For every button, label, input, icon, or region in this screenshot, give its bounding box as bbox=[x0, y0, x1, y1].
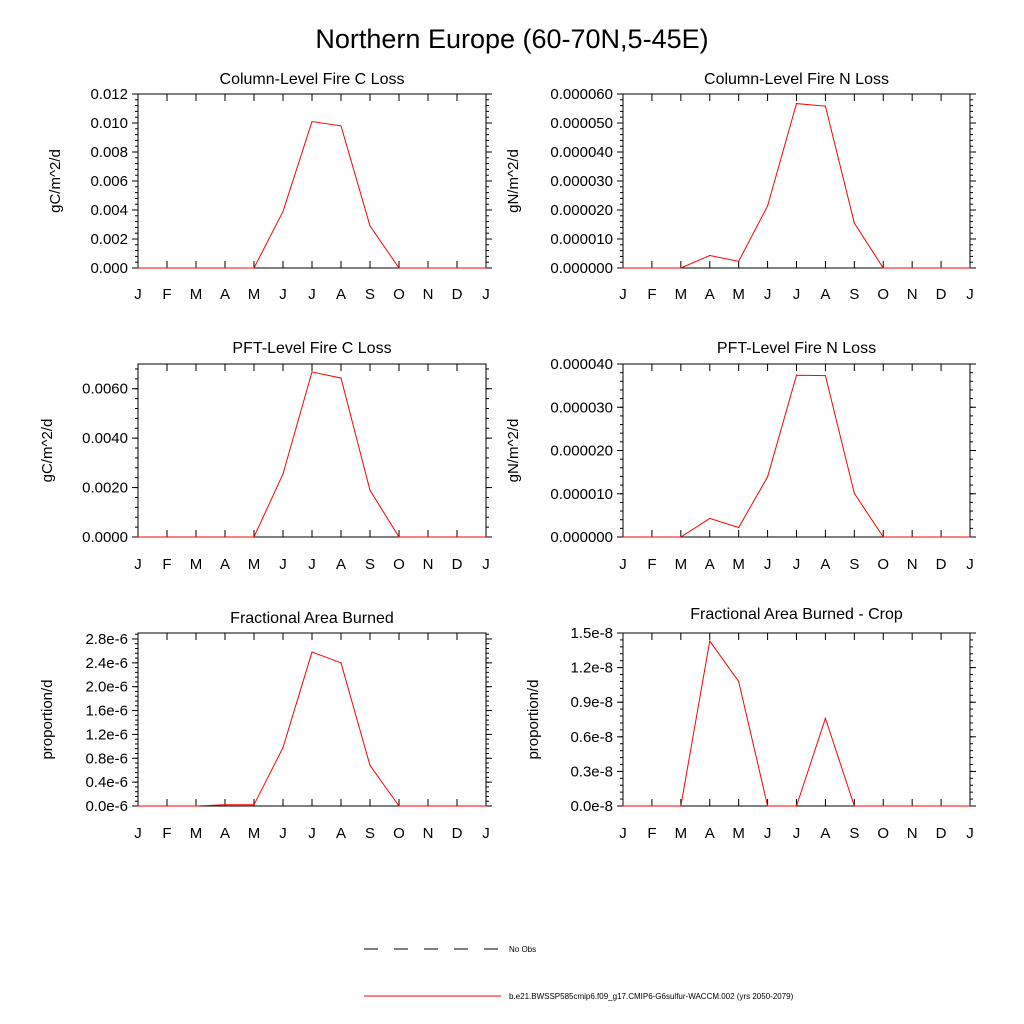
series-line bbox=[623, 104, 970, 268]
x-tick-label: J bbox=[308, 556, 316, 573]
plot-frame bbox=[623, 94, 970, 268]
y-tick-label: 1.2e-6 bbox=[85, 726, 128, 744]
panel-4 bbox=[505, 340, 976, 573]
data-point bbox=[485, 267, 486, 268]
x-tick-label: M bbox=[247, 825, 261, 842]
data-point bbox=[912, 536, 913, 537]
y-tick-label: 1.6e-6 bbox=[85, 702, 128, 720]
x-tick-label: J bbox=[619, 286, 627, 303]
data-point bbox=[883, 267, 884, 268]
data-point bbox=[224, 267, 225, 268]
data-point bbox=[369, 765, 370, 766]
data-point bbox=[796, 375, 797, 376]
y-tick-label: 0.4e-6 bbox=[85, 774, 128, 792]
x-tick-label: J bbox=[966, 556, 974, 573]
y-tick-label: 0.010 bbox=[90, 115, 128, 132]
x-tick-label: J bbox=[279, 825, 287, 842]
data-point bbox=[398, 805, 399, 806]
x-tick-label: M bbox=[674, 825, 688, 842]
data-point bbox=[398, 267, 399, 268]
plot-frame bbox=[138, 94, 486, 268]
x-tick-label: J bbox=[763, 825, 772, 842]
series-line bbox=[138, 372, 486, 537]
x-tick-label: J bbox=[792, 825, 801, 842]
x-tick-label: J bbox=[792, 286, 801, 303]
x-tick-label: M bbox=[189, 556, 203, 573]
x-tick-label: N bbox=[906, 286, 918, 303]
data-point bbox=[969, 536, 970, 537]
data-point bbox=[369, 490, 370, 491]
plot-frame bbox=[623, 364, 970, 537]
data-point bbox=[680, 805, 681, 806]
y-axis-label: gC/m^2/d bbox=[39, 418, 56, 483]
x-tick-label: A bbox=[219, 825, 231, 842]
panels bbox=[39, 71, 976, 842]
x-tick-label: A bbox=[335, 825, 347, 842]
x-tick-label: J bbox=[279, 556, 287, 573]
panel-title: Fractional Area Burned - Crop bbox=[690, 606, 903, 623]
data-point bbox=[767, 205, 768, 206]
x-tick-label: J bbox=[763, 556, 772, 573]
data-point bbox=[622, 536, 623, 537]
data-point bbox=[166, 267, 167, 268]
data-point bbox=[738, 527, 739, 528]
series-line bbox=[623, 641, 970, 806]
data-point bbox=[709, 640, 710, 641]
x-tick-label: A bbox=[219, 556, 231, 573]
data-point bbox=[253, 804, 254, 805]
data-point bbox=[883, 536, 884, 537]
y-tick-label: 0.006 bbox=[90, 173, 128, 190]
x-tick-label: O bbox=[393, 825, 405, 842]
panel-title: Column-Level Fire C Loss bbox=[219, 71, 405, 88]
data-point bbox=[854, 805, 855, 806]
x-tick-label: D bbox=[935, 825, 947, 842]
x-tick-label: J bbox=[134, 286, 142, 303]
x-tick-label: S bbox=[364, 286, 376, 303]
data-point bbox=[680, 536, 681, 537]
data-point bbox=[282, 211, 283, 212]
data-point bbox=[369, 225, 370, 226]
y-axis-label: proportion/d bbox=[39, 679, 56, 760]
data-point bbox=[622, 805, 623, 806]
data-point bbox=[340, 377, 341, 378]
x-tick-label: D bbox=[935, 286, 947, 303]
y-tick-label: 0.012 bbox=[90, 86, 128, 103]
y-tick-label: 0.000000 bbox=[550, 260, 613, 277]
y-tick-label: 0.8e-6 bbox=[85, 750, 128, 768]
series-line bbox=[138, 652, 486, 806]
x-tick-label: M bbox=[189, 825, 203, 842]
data-point bbox=[195, 805, 196, 806]
data-point bbox=[940, 536, 941, 537]
data-point bbox=[883, 805, 884, 806]
data-point bbox=[854, 222, 855, 223]
panel-6 bbox=[525, 606, 976, 842]
y-tick-label: 2.0e-6 bbox=[85, 678, 128, 696]
x-tick-label: O bbox=[393, 556, 405, 573]
data-point bbox=[912, 267, 913, 268]
y-tick-label: 2.8e-6 bbox=[85, 630, 128, 648]
y-tick-label: 0.0e-8 bbox=[570, 798, 613, 815]
data-point bbox=[427, 267, 428, 268]
x-tick-label: J bbox=[482, 825, 490, 842]
y-tick-label: 0.000060 bbox=[550, 86, 613, 103]
y-axis-label: proportion/d bbox=[525, 679, 542, 760]
data-point bbox=[282, 747, 283, 748]
x-tick-label: M bbox=[732, 286, 745, 303]
x-tick-label: J bbox=[619, 825, 627, 842]
x-tick-label: J bbox=[966, 286, 974, 303]
data-point bbox=[311, 371, 312, 372]
data-point bbox=[340, 662, 341, 663]
y-tick-label: 0.6e-8 bbox=[570, 728, 613, 746]
data-point bbox=[166, 805, 167, 806]
data-point bbox=[311, 121, 312, 122]
y-tick-label: 0.3e-8 bbox=[570, 763, 613, 781]
x-tick-label: F bbox=[647, 556, 657, 573]
y-tick-label: 0.000030 bbox=[550, 399, 613, 417]
x-tick-label: A bbox=[335, 286, 347, 303]
y-tick-label: 0.000010 bbox=[550, 485, 613, 503]
x-tick-label: J bbox=[308, 825, 316, 842]
x-tick-label: M bbox=[189, 286, 203, 303]
panel-title: Fractional Area Burned bbox=[230, 610, 394, 627]
data-point bbox=[253, 536, 254, 537]
panel-title: PFT-Level Fire N Loss bbox=[716, 340, 877, 357]
panel-title: Column-Level Fire N Loss bbox=[704, 71, 889, 88]
x-tick-label: F bbox=[162, 825, 172, 842]
data-point bbox=[311, 651, 312, 652]
x-tick-label: J bbox=[763, 286, 772, 303]
legend-model-label: b.e21.BWSSP585cmip6.f09_g17.CMIP6-G6sulfur-WACCM.002 (yrs 2050-2079) bbox=[509, 992, 794, 1001]
y-tick-label: 0.000020 bbox=[550, 442, 613, 460]
data-point bbox=[709, 255, 710, 256]
x-tick-label: J bbox=[792, 556, 801, 573]
y-tick-label: 0.008 bbox=[90, 144, 128, 161]
x-tick-label: J bbox=[482, 556, 490, 573]
data-point bbox=[969, 267, 970, 268]
y-tick-label: 0.0020 bbox=[82, 479, 128, 497]
data-point bbox=[738, 681, 739, 682]
y-tick-label: 0.0000 bbox=[82, 529, 128, 546]
x-tick-label: N bbox=[906, 825, 918, 842]
x-tick-label: J bbox=[134, 825, 142, 842]
series-line bbox=[623, 375, 970, 537]
x-tick-label: S bbox=[849, 556, 860, 573]
data-point bbox=[166, 536, 167, 537]
y-tick-label: 0.002 bbox=[90, 231, 128, 248]
x-tick-label: A bbox=[704, 286, 715, 303]
data-point bbox=[253, 267, 254, 268]
data-point bbox=[825, 718, 826, 719]
data-point bbox=[485, 805, 486, 806]
x-tick-label: S bbox=[364, 825, 376, 842]
series-line bbox=[138, 122, 486, 268]
y-tick-label: 0.000040 bbox=[550, 356, 613, 373]
x-tick-label: D bbox=[935, 556, 947, 573]
data-point bbox=[137, 805, 138, 806]
panel-2 bbox=[505, 71, 976, 303]
data-point bbox=[767, 476, 768, 477]
x-tick-label: M bbox=[247, 286, 261, 303]
y-tick-label: 0.000050 bbox=[550, 115, 613, 132]
data-point bbox=[651, 536, 652, 537]
data-point bbox=[137, 536, 138, 537]
x-tick-label: O bbox=[877, 286, 890, 303]
y-tick-label: 0.000 bbox=[90, 260, 128, 277]
data-point bbox=[767, 805, 768, 806]
y-tick-label: 0.9e-8 bbox=[570, 694, 613, 712]
y-tick-label: 0.0e-6 bbox=[85, 798, 128, 815]
data-point bbox=[825, 375, 826, 376]
x-tick-label: J bbox=[966, 825, 974, 842]
panel-1 bbox=[47, 71, 492, 303]
data-point bbox=[940, 805, 941, 806]
plot-frame bbox=[138, 633, 486, 806]
data-point bbox=[854, 493, 855, 494]
x-tick-label: A bbox=[820, 286, 831, 303]
data-point bbox=[709, 518, 710, 519]
data-point bbox=[940, 267, 941, 268]
x-tick-label: J bbox=[482, 286, 490, 303]
data-point bbox=[398, 536, 399, 537]
x-tick-label: N bbox=[422, 286, 434, 303]
x-tick-label: A bbox=[219, 286, 231, 303]
x-tick-label: S bbox=[849, 825, 860, 842]
y-tick-label: 2.4e-6 bbox=[85, 654, 128, 672]
x-tick-label: A bbox=[704, 825, 715, 842]
data-point bbox=[796, 805, 797, 806]
x-tick-label: D bbox=[451, 286, 463, 303]
x-tick-label: F bbox=[162, 556, 172, 573]
y-axis-label: gN/m^2/d bbox=[505, 149, 522, 213]
x-tick-label: D bbox=[451, 825, 463, 842]
y-tick-label: 0.000010 bbox=[550, 231, 613, 248]
y-tick-label: 0.000000 bbox=[550, 529, 613, 546]
x-tick-label: S bbox=[849, 286, 860, 303]
x-tick-label: N bbox=[422, 556, 434, 573]
data-point bbox=[427, 805, 428, 806]
x-tick-label: A bbox=[335, 556, 347, 573]
x-tick-label: N bbox=[906, 556, 918, 573]
y-tick-label: 0.0060 bbox=[82, 380, 128, 398]
y-axis-label: gN/m^2/d bbox=[505, 418, 522, 483]
x-tick-label: M bbox=[674, 286, 688, 303]
data-point bbox=[195, 536, 196, 537]
data-point bbox=[485, 536, 486, 537]
x-tick-label: O bbox=[877, 556, 890, 573]
data-point bbox=[651, 267, 652, 268]
x-tick-label: J bbox=[619, 556, 627, 573]
y-tick-label: 0.0040 bbox=[82, 430, 128, 448]
x-tick-label: O bbox=[877, 825, 890, 842]
x-tick-label: J bbox=[134, 556, 142, 573]
x-tick-label: S bbox=[364, 556, 376, 573]
data-point bbox=[282, 473, 283, 474]
data-point bbox=[651, 805, 652, 806]
data-point bbox=[796, 103, 797, 104]
plot-frame bbox=[138, 364, 486, 537]
x-tick-label: F bbox=[162, 286, 172, 303]
x-tick-label: F bbox=[647, 825, 657, 842]
x-tick-label: D bbox=[451, 556, 463, 573]
data-point bbox=[456, 536, 457, 537]
data-point bbox=[340, 125, 341, 126]
x-tick-label: M bbox=[732, 825, 745, 842]
x-tick-label: O bbox=[393, 286, 405, 303]
y-tick-label: 0.000030 bbox=[550, 173, 613, 190]
legend bbox=[364, 945, 794, 1001]
x-tick-label: M bbox=[247, 556, 261, 573]
data-point bbox=[738, 261, 739, 262]
y-tick-label: 1.2e-8 bbox=[570, 659, 613, 677]
data-point bbox=[224, 536, 225, 537]
data-point bbox=[224, 804, 225, 805]
x-tick-label: M bbox=[732, 556, 745, 573]
figure-title: Northern Europe (60-70N,5-45E) bbox=[315, 24, 709, 54]
data-point bbox=[137, 267, 138, 268]
x-tick-label: J bbox=[308, 286, 316, 303]
y-tick-label: 0.000020 bbox=[550, 202, 613, 219]
data-point bbox=[912, 805, 913, 806]
panel-3 bbox=[39, 340, 492, 573]
data-point bbox=[969, 805, 970, 806]
data-point bbox=[680, 267, 681, 268]
data-point bbox=[622, 267, 623, 268]
x-tick-label: J bbox=[279, 286, 287, 303]
legend-no-obs-label: No Obs bbox=[509, 945, 537, 954]
panel-title: PFT-Level Fire C Loss bbox=[232, 340, 392, 357]
data-point bbox=[427, 536, 428, 537]
x-tick-label: A bbox=[820, 556, 831, 573]
y-tick-label: 1.5e-8 bbox=[570, 625, 613, 642]
data-point bbox=[456, 805, 457, 806]
x-tick-label: A bbox=[704, 556, 715, 573]
x-tick-label: F bbox=[647, 286, 657, 303]
data-point bbox=[456, 267, 457, 268]
y-axis-label: gC/m^2/d bbox=[47, 149, 64, 213]
data-point bbox=[195, 267, 196, 268]
x-tick-label: A bbox=[820, 825, 831, 842]
y-tick-label: 0.000040 bbox=[550, 144, 613, 161]
panel-5 bbox=[39, 610, 492, 842]
x-tick-label: N bbox=[422, 825, 434, 842]
y-tick-label: 0.004 bbox=[90, 202, 128, 219]
plot-frame bbox=[623, 633, 970, 806]
x-tick-label: M bbox=[674, 556, 688, 573]
data-point bbox=[825, 106, 826, 107]
